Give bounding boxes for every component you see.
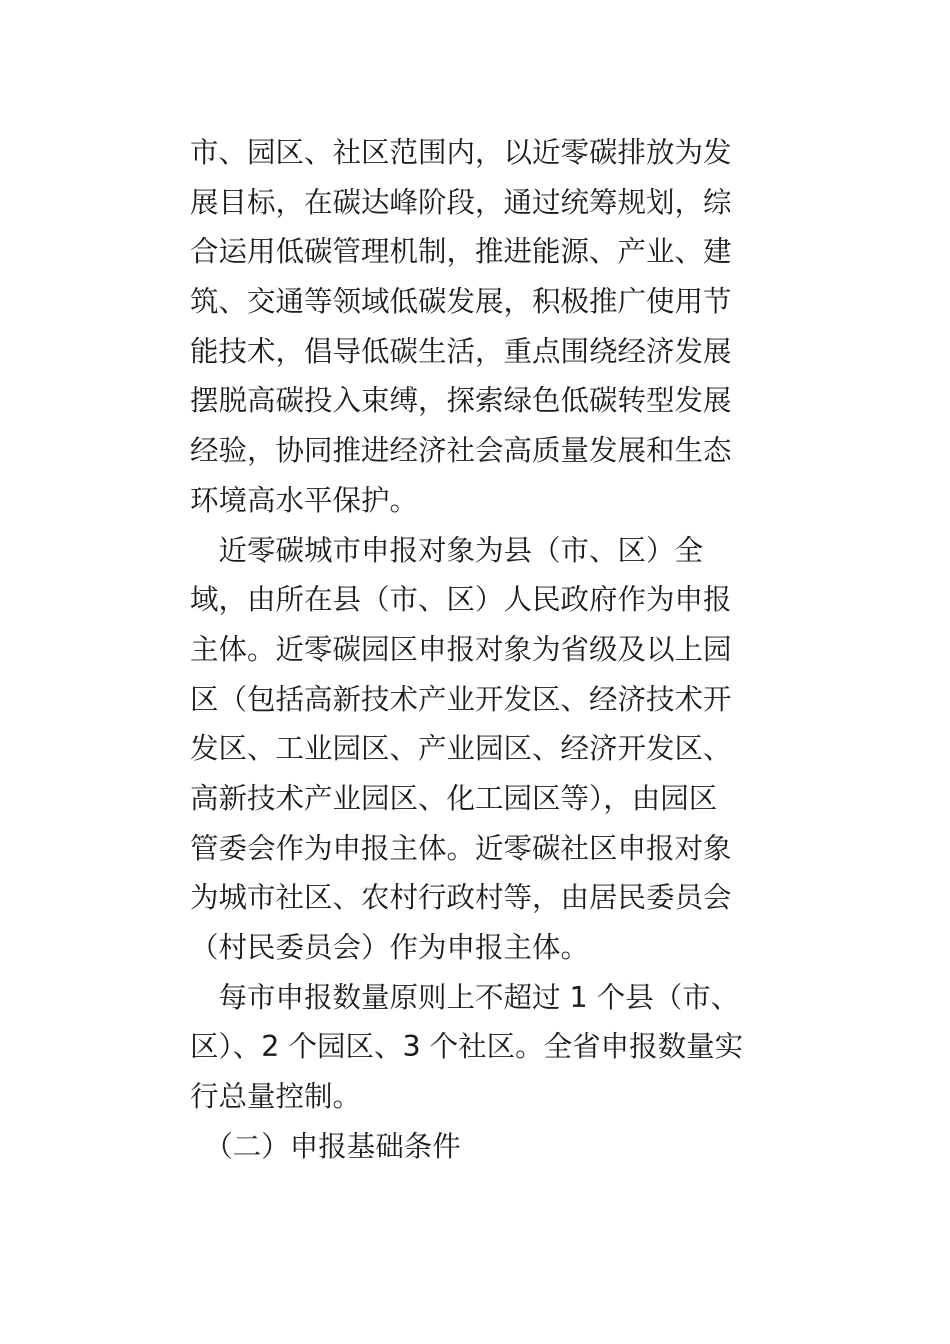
text-line: 每市申报数量原则上不超过 1 个县（市、 — [190, 980, 740, 1014]
text-line: 域，由所在县（市、区）人民政府作为申报 — [190, 583, 732, 617]
text-line: 摆脱高碳投入束缚，探索绿色低碳转型发展 — [190, 384, 732, 418]
text-line: 环境高水平保护。 — [190, 483, 419, 517]
text-line: 经验，协同推进经济社会高质量发展和生态 — [190, 434, 732, 468]
text-line: 筑、交通等领域低碳发展，积极推广使用节 — [190, 285, 732, 319]
text-line: 区（包括高新技术产业开发区、经济技术开 — [190, 682, 732, 716]
text-line: 展目标，在碳达峰阶段，通过统筹规划，综 — [190, 185, 732, 219]
text-line: 行总量控制。 — [190, 1080, 362, 1114]
section-heading: （二）申报基础条件 — [190, 1129, 461, 1163]
text-line: 主体。近零碳园区申报对象为省级及以上园 — [190, 632, 732, 666]
text-line: 能技术，倡导低碳生活，重点围绕经济发展 — [190, 334, 732, 368]
text-line: 合运用低碳管理机制，推进能源、产业、建 — [190, 235, 732, 269]
text-line: 发区、工业园区、产业园区、经济开发区、 — [190, 732, 732, 766]
text-line: 区）、2 个园区、3 个社区。全省申报数量实 — [190, 1030, 744, 1064]
text-line: 市、园区、社区范围内，以近零碳排放为发 — [190, 136, 732, 169]
text-line: 近零碳城市申报对象为县（市、区）全 — [190, 533, 704, 567]
text-line: （村民委员会）作为申报主体。 — [190, 931, 590, 964]
document-body — [190, 128, 765, 1171]
text-line: 为城市社区、农村行政村等，由居民委员会 — [190, 881, 732, 915]
text-line: 管委会作为申报主体。近零碳社区申报对象 — [190, 831, 732, 865]
text-line: 高新技术产业园区、化工园区等），由园区 — [190, 781, 718, 815]
